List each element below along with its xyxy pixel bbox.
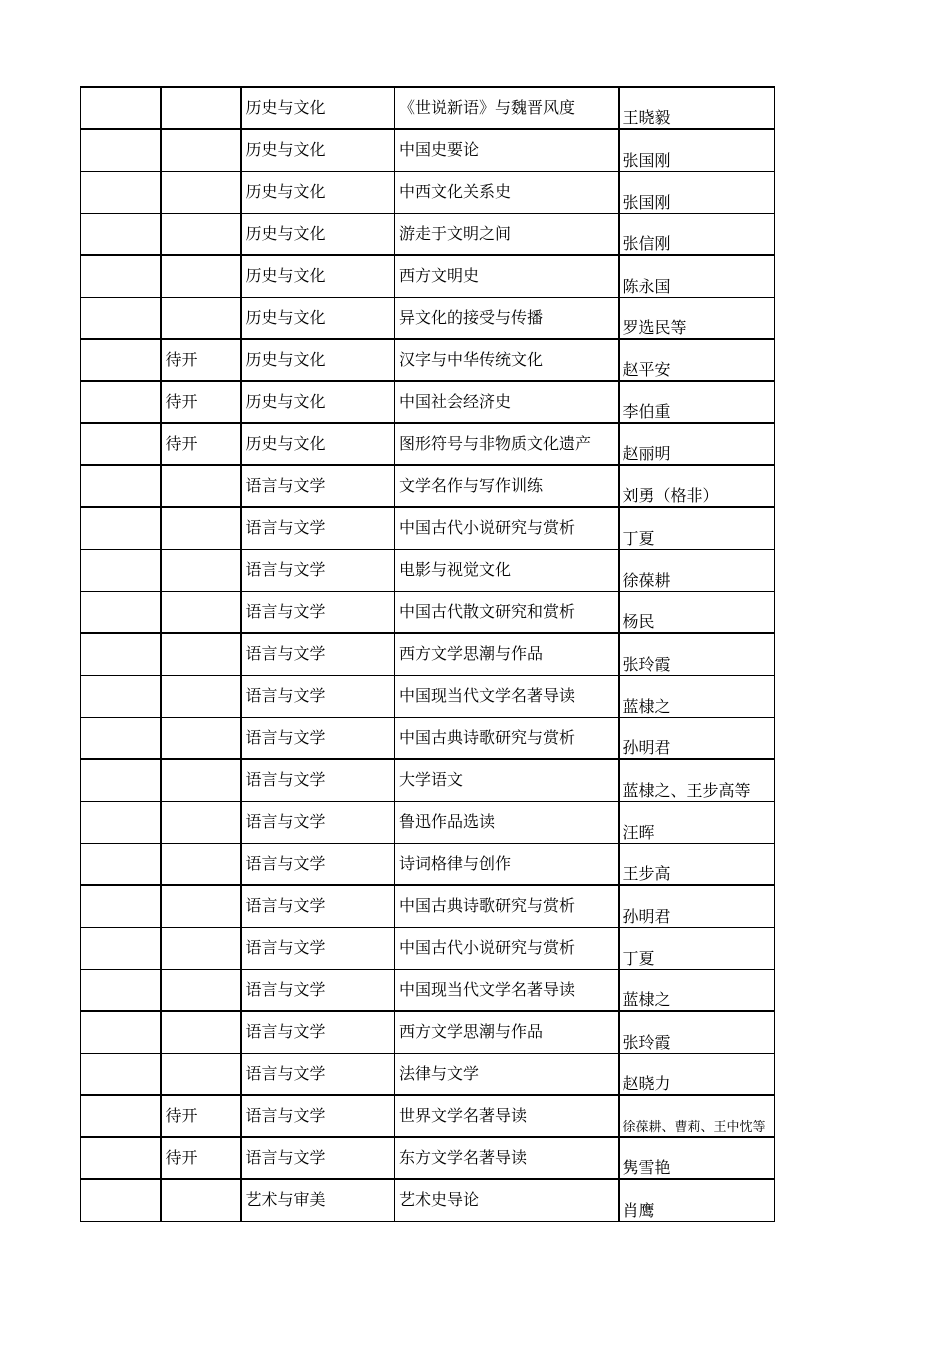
- status-cell: 待开: [161, 381, 241, 423]
- status-cell: [161, 129, 241, 171]
- status-cell: [161, 87, 241, 129]
- category-cell: 历史与文化: [241, 87, 395, 129]
- empty-cell: [81, 1053, 161, 1095]
- teacher-cell: 蓝棣之、王步高等: [619, 759, 775, 801]
- course-name-cell: 大学语文: [395, 759, 619, 801]
- teacher-cell: 孙明君: [619, 885, 775, 927]
- course-name-cell: 中国古典诗歌研究与赏析: [395, 885, 619, 927]
- status-cell: [161, 255, 241, 297]
- teacher-cell: 赵晓力: [619, 1053, 775, 1095]
- status-cell: [161, 969, 241, 1011]
- status-cell: [161, 633, 241, 675]
- teacher-cell: 丁夏: [619, 507, 775, 549]
- table-row: [81, 1011, 775, 1053]
- status-cell: [161, 801, 241, 843]
- category-cell: 历史与文化: [241, 171, 395, 213]
- course-name-cell: 中国古代散文研究和赏析: [395, 591, 619, 633]
- table-row: [81, 1137, 775, 1179]
- table-row: [81, 213, 775, 255]
- teacher-cell: 罗选民等: [619, 297, 775, 339]
- course-name-cell: 西方文明史: [395, 255, 619, 297]
- category-cell: 语言与文学: [241, 801, 395, 843]
- table-row: [81, 1053, 775, 1095]
- category-cell: 语言与文学: [241, 507, 395, 549]
- category-cell: 艺术与审美: [241, 1179, 395, 1221]
- status-cell: [161, 213, 241, 255]
- status-cell: [161, 927, 241, 969]
- course-name-cell: 电影与视觉文化: [395, 549, 619, 591]
- category-cell: 语言与文学: [241, 1011, 395, 1053]
- status-cell: [161, 507, 241, 549]
- category-cell: 历史与文化: [241, 129, 395, 171]
- teacher-cell: 张国刚: [619, 129, 775, 171]
- course-name-cell: 西方文学思潮与作品: [395, 1011, 619, 1053]
- empty-cell: [81, 129, 161, 171]
- teacher-cell: 丁夏: [619, 927, 775, 969]
- course-table: [80, 86, 775, 1222]
- course-name-cell: 世界文学名著导读: [395, 1095, 619, 1137]
- table-row: [81, 591, 775, 633]
- course-name-cell: 法律与文学: [395, 1053, 619, 1095]
- empty-cell: [81, 717, 161, 759]
- category-cell: 语言与文学: [241, 885, 395, 927]
- teacher-cell: 张玲霞: [619, 633, 775, 675]
- course-name-cell: 中国现当代文学名著导读: [395, 969, 619, 1011]
- status-cell: [161, 843, 241, 885]
- course-name-cell: 汉字与中华传统文化: [395, 339, 619, 381]
- category-cell: 语言与文学: [241, 675, 395, 717]
- course-name-cell: 中国古代小说研究与赏析: [395, 507, 619, 549]
- empty-cell: [81, 885, 161, 927]
- empty-cell: [81, 87, 161, 129]
- category-cell: 历史与文化: [241, 213, 395, 255]
- course-name-cell: 文学名作与写作训练: [395, 465, 619, 507]
- status-cell: [161, 675, 241, 717]
- teacher-cell: 杨民: [619, 591, 775, 633]
- empty-cell: [81, 465, 161, 507]
- empty-cell: [81, 549, 161, 591]
- teacher-cell: 王步高: [619, 843, 775, 885]
- teacher-cell: 张信刚: [619, 213, 775, 255]
- table-row: [81, 423, 775, 465]
- teacher-cell: 徐葆耕: [619, 549, 775, 591]
- course-name-cell: 中国社会经济史: [395, 381, 619, 423]
- table-row: [81, 759, 775, 801]
- empty-cell: [81, 297, 161, 339]
- table-row: [81, 633, 775, 675]
- course-name-cell: 中国现当代文学名著导读: [395, 675, 619, 717]
- status-cell: [161, 1053, 241, 1095]
- table-row: [81, 549, 775, 591]
- empty-cell: [81, 381, 161, 423]
- course-name-cell: 东方文学名著导读: [395, 1137, 619, 1179]
- table-row: [81, 675, 775, 717]
- category-cell: 语言与文学: [241, 465, 395, 507]
- teacher-cell: 王晓毅: [619, 87, 775, 129]
- empty-cell: [81, 633, 161, 675]
- teacher-cell: 李伯重: [619, 381, 775, 423]
- teacher-cell: 刘勇（格非）: [619, 465, 775, 507]
- table-row: [81, 255, 775, 297]
- table-row: [81, 801, 775, 843]
- category-cell: 历史与文化: [241, 423, 395, 465]
- empty-cell: [81, 255, 161, 297]
- empty-cell: [81, 1137, 161, 1179]
- status-cell: [161, 1179, 241, 1221]
- category-cell: 语言与文学: [241, 759, 395, 801]
- table-row: [81, 339, 775, 381]
- course-name-cell: 图形符号与非物质文化遗产: [395, 423, 619, 465]
- status-cell: [161, 297, 241, 339]
- category-cell: 语言与文学: [241, 1053, 395, 1095]
- teacher-cell: 蓝棣之: [619, 675, 775, 717]
- table-row: [81, 381, 775, 423]
- table-row: [81, 297, 775, 339]
- empty-cell: [81, 927, 161, 969]
- teacher-cell: 徐葆耕、曹莉、王中忱等: [619, 1095, 775, 1137]
- teacher-cell: 陈永国: [619, 255, 775, 297]
- teacher-cell: 张玲霞: [619, 1011, 775, 1053]
- empty-cell: [81, 507, 161, 549]
- category-cell: 语言与文学: [241, 1095, 395, 1137]
- table-row: [81, 927, 775, 969]
- teacher-cell: 赵丽明: [619, 423, 775, 465]
- empty-cell: [81, 423, 161, 465]
- table-row: [81, 843, 775, 885]
- course-name-cell: 中国史要论: [395, 129, 619, 171]
- course-name-cell: 艺术史导论: [395, 1179, 619, 1221]
- status-cell: [161, 549, 241, 591]
- category-cell: 语言与文学: [241, 633, 395, 675]
- table-row: [81, 969, 775, 1011]
- category-cell: 历史与文化: [241, 255, 395, 297]
- course-name-cell: 异文化的接受与传播: [395, 297, 619, 339]
- empty-cell: [81, 1011, 161, 1053]
- teacher-cell: 赵平安: [619, 339, 775, 381]
- table-row: [81, 1095, 775, 1137]
- table-row: [81, 717, 775, 759]
- teacher-cell: 隽雪艳: [619, 1137, 775, 1179]
- category-cell: 语言与文学: [241, 591, 395, 633]
- status-cell: 待开: [161, 339, 241, 381]
- teacher-cell: 张国刚: [619, 171, 775, 213]
- course-name-cell: 中国古代小说研究与赏析: [395, 927, 619, 969]
- teacher-cell: 孙明君: [619, 717, 775, 759]
- category-cell: 语言与文学: [241, 1137, 395, 1179]
- empty-cell: [81, 591, 161, 633]
- empty-cell: [81, 1095, 161, 1137]
- category-cell: 历史与文化: [241, 297, 395, 339]
- course-name-cell: 游走于文明之间: [395, 213, 619, 255]
- category-cell: 历史与文化: [241, 339, 395, 381]
- empty-cell: [81, 801, 161, 843]
- course-name-cell: 《世说新语》与魏晋风度: [395, 87, 619, 129]
- status-cell: 待开: [161, 1095, 241, 1137]
- teacher-cell: 汪晖: [619, 801, 775, 843]
- status-cell: [161, 717, 241, 759]
- empty-cell: [81, 843, 161, 885]
- table-row: [81, 129, 775, 171]
- category-cell: 语言与文学: [241, 843, 395, 885]
- category-cell: 语言与文学: [241, 969, 395, 1011]
- course-name-cell: 西方文学思潮与作品: [395, 633, 619, 675]
- teacher-cell: 蓝棣之: [619, 969, 775, 1011]
- empty-cell: [81, 213, 161, 255]
- empty-cell: [81, 339, 161, 381]
- category-cell: 语言与文学: [241, 549, 395, 591]
- empty-cell: [81, 171, 161, 213]
- table-row: [81, 171, 775, 213]
- table-row: [81, 87, 775, 129]
- table-row: [81, 885, 775, 927]
- status-cell: [161, 885, 241, 927]
- table-row: [81, 1179, 775, 1221]
- course-table-body: [81, 87, 775, 1221]
- empty-cell: [81, 1179, 161, 1221]
- status-cell: [161, 591, 241, 633]
- course-name-cell: 诗词格律与创作: [395, 843, 619, 885]
- status-cell: [161, 759, 241, 801]
- status-cell: [161, 1011, 241, 1053]
- table-row: [81, 507, 775, 549]
- status-cell: 待开: [161, 1137, 241, 1179]
- empty-cell: [81, 675, 161, 717]
- table-row: [81, 465, 775, 507]
- category-cell: 语言与文学: [241, 717, 395, 759]
- status-cell: 待开: [161, 423, 241, 465]
- course-name-cell: 中国古典诗歌研究与赏析: [395, 717, 619, 759]
- empty-cell: [81, 759, 161, 801]
- category-cell: 语言与文学: [241, 927, 395, 969]
- course-name-cell: 中西文化关系史: [395, 171, 619, 213]
- course-name-cell: 鲁迅作品选读: [395, 801, 619, 843]
- status-cell: [161, 171, 241, 213]
- teacher-cell: 肖鹰: [619, 1179, 775, 1221]
- category-cell: 历史与文化: [241, 381, 395, 423]
- empty-cell: [81, 969, 161, 1011]
- status-cell: [161, 465, 241, 507]
